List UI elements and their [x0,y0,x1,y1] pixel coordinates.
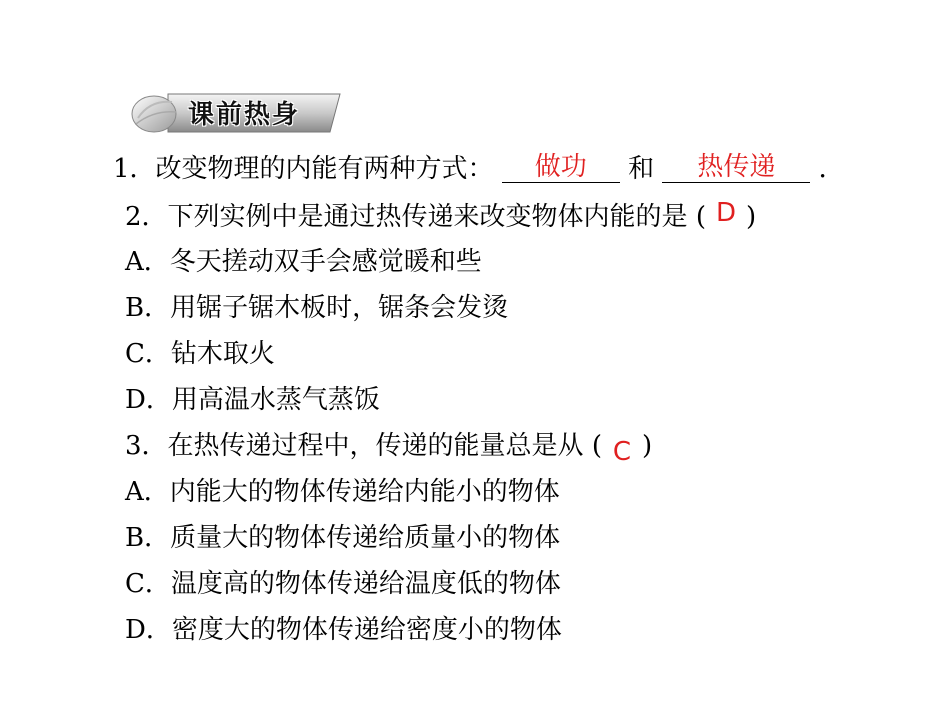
q1-middle: 和 [628,154,655,184]
q1-answer-2: 热传递 [697,152,776,182]
question-1 [113,152,845,186]
q3-option-b: B．质量大的物体传递给质量小的物体 [125,523,561,553]
q3-open-paren: ( [591,431,602,461]
q2-option-c: C．钻木取火 [125,339,275,369]
q3-option-d: D．密度大的物体传递给密度小的物体 [125,615,562,645]
q3-option-a: A．内能大的物体传递给内能小的物体 [125,477,560,507]
q3-option-c: C．温度高的物体传递给温度低的物体 [125,569,561,599]
q2-close-paren: ) [745,202,757,232]
q2-option-d: D．用高温水蒸气蒸饭 [125,385,380,415]
q3-answer: C [612,437,632,467]
q2-option-a: A．冬天搓动双手会感觉暖和些 [125,247,482,277]
q1-blank-1 [502,152,620,183]
q1-blank-2 [662,152,810,183]
q1-prefix: 1．改变物理的内能有两种方式： [113,154,494,184]
section-banner [128,88,343,138]
q3-close-paren: ) [641,431,653,461]
q2-answer: D [715,198,736,228]
q2-open-paren: ( [695,202,706,232]
q1-answer-1: 做功 [534,152,587,182]
question-2 [125,200,756,234]
q2-text: 2．下列实例中是通过热传递来改变物体内能的是 [125,202,688,232]
question-3 [125,429,653,467]
q3-text: 3．在热传递过程中，传递的能量总是从 [125,431,584,461]
q2-option-b: B．用锯子锯木板时，锯条会发烫 [125,293,509,323]
banner-title: 课前热身 [188,100,301,130]
q1-suffix: ． [818,154,845,184]
